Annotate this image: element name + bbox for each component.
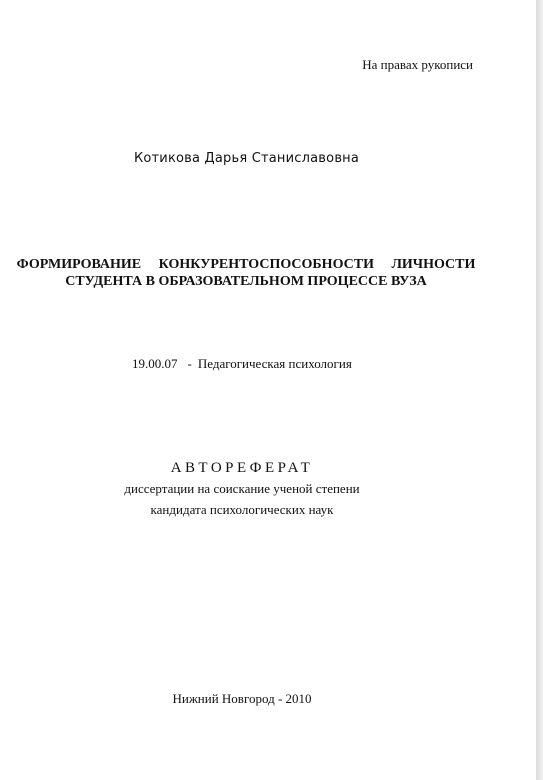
page-edge-shadow <box>536 0 543 780</box>
author-name: Котикова Дарья Станиславовна <box>133 151 360 166</box>
title-line-2: СТУДЕНТА В ОБРАЗОВАТЕЛЬНОМ ПРОЦЕССЕ ВУЗА <box>65 274 427 289</box>
specialty-code: 19.00.07 <box>132 356 178 371</box>
document-subtitle-line-1: диссертации на соискание ученой степени <box>124 481 360 496</box>
title-line-1: ФОРМИРОВАНИЕ КОНКУРЕНТОСПОСОБНОСТИ ЛИЧНОСТИ <box>16 257 476 272</box>
specialty-name: Педагогическая психология <box>197 356 352 371</box>
document-subtitle-line-2: кандидата психологических наук <box>150 502 334 517</box>
specialty-dash: - <box>187 356 192 371</box>
city-year: Нижний Новгород - 2010 <box>172 691 312 706</box>
document-type: АВТОРЕФЕРАТ <box>170 460 314 476</box>
manuscript-rights-note: На правах рукописи <box>362 57 473 72</box>
specialty <box>132 356 352 372</box>
